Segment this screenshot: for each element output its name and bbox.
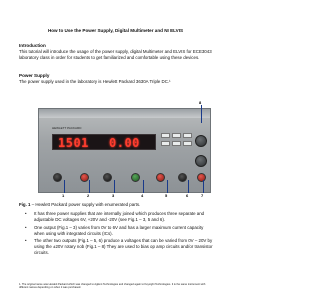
callout-line-8: [201, 105, 202, 123]
callout-line-2: [89, 180, 90, 193]
key-4: [161, 141, 170, 146]
callout-line-4: [143, 180, 144, 193]
power-supply-top-panel: [39, 109, 210, 118]
figure-caption: [19, 202, 140, 207]
key-1: [161, 133, 170, 138]
callout-line-3: [114, 180, 115, 193]
introduction-text: This tutorial will introduce the usage of the power supply, digital Multimeter and ELVIS for ECE3043 laboratory class in order for students to get familiarized and comfortable using these devices.: [19, 49, 212, 60]
power-supply-heading: Power Supply: [19, 73, 50, 78]
key-3: [183, 133, 192, 138]
callout-5: 5: [165, 193, 168, 198]
key-6: [183, 141, 192, 146]
figure-caption-text: – Hewlett Packard power supply with enumerated parts.: [30, 202, 141, 207]
terminal-red-1: [80, 173, 89, 182]
callout-4: 4: [141, 193, 144, 198]
terminal-green: [131, 173, 140, 182]
callout-line-5: [167, 180, 168, 193]
power-supply-bullets: [19, 211, 215, 258]
brand-label: HEWLETT PACKARD: [52, 126, 82, 130]
bullet-item: • It has three power supplies that are internally joined which produces three separate and adjustable DC voltages 6V, +20V and -20V (see Fig.1 – 3, 5 and 6).: [19, 211, 215, 223]
callout-6: 6: [186, 193, 189, 198]
led-display: [52, 134, 156, 150]
callout-8: 8: [199, 100, 202, 105]
key-2: [172, 133, 181, 138]
terminal-black-2: [103, 173, 112, 182]
callout-line-7: [203, 180, 204, 193]
callout-line-1: [64, 180, 65, 193]
terminal-black-1: [53, 173, 62, 182]
terminal-red-2: [156, 173, 165, 182]
figure-caption-label: Fig. 1: [19, 202, 31, 207]
callout-line-6: [188, 180, 189, 193]
callout-3: 3: [112, 193, 115, 198]
callout-2: 2: [87, 193, 90, 198]
power-supply-figure: [19, 100, 211, 198]
bullet-item: • One output (Fig.1 – 3) varies from 0V to 6V and has a larger maximum current capacity when using with integrated circuits (ICs).: [19, 225, 215, 237]
callout-1: 1: [62, 193, 65, 198]
plus-minus-20v-knob: [195, 155, 207, 167]
terminal-red-3: [197, 173, 206, 182]
voltage-knob: [195, 135, 207, 147]
voltage-readout: 1501: [58, 136, 89, 150]
current-readout: 0.00: [109, 136, 140, 150]
footnote: 1. The original name was Hewlett Packard which was changed to Agilent Technologies and changed again to Keysight Technologies. It is the same instrument with different names depending on when it was purchased.: [19, 283, 206, 290]
introduction-heading: Introduction: [19, 43, 46, 48]
document-title: How to Use the Power Supply, Digital Multimeter and NI ELVIS: [47, 28, 184, 33]
terminal-black-3: [178, 173, 187, 182]
key-5: [172, 141, 181, 146]
callout-7: 7: [201, 193, 204, 198]
power-supply-intro: The power supply used in the laboratory is Hewlett Packard 3630A Triple DC.¹: [19, 79, 171, 84]
bullet-item: • The other two outputs (Fig.1 – 5, 6) produce a voltages that can be varied from 0V – 20V by using the ±20V rotary nob (Fig.1 – 8) They are used to bias op amp circuits and/or transistor circuits.: [19, 238, 215, 256]
